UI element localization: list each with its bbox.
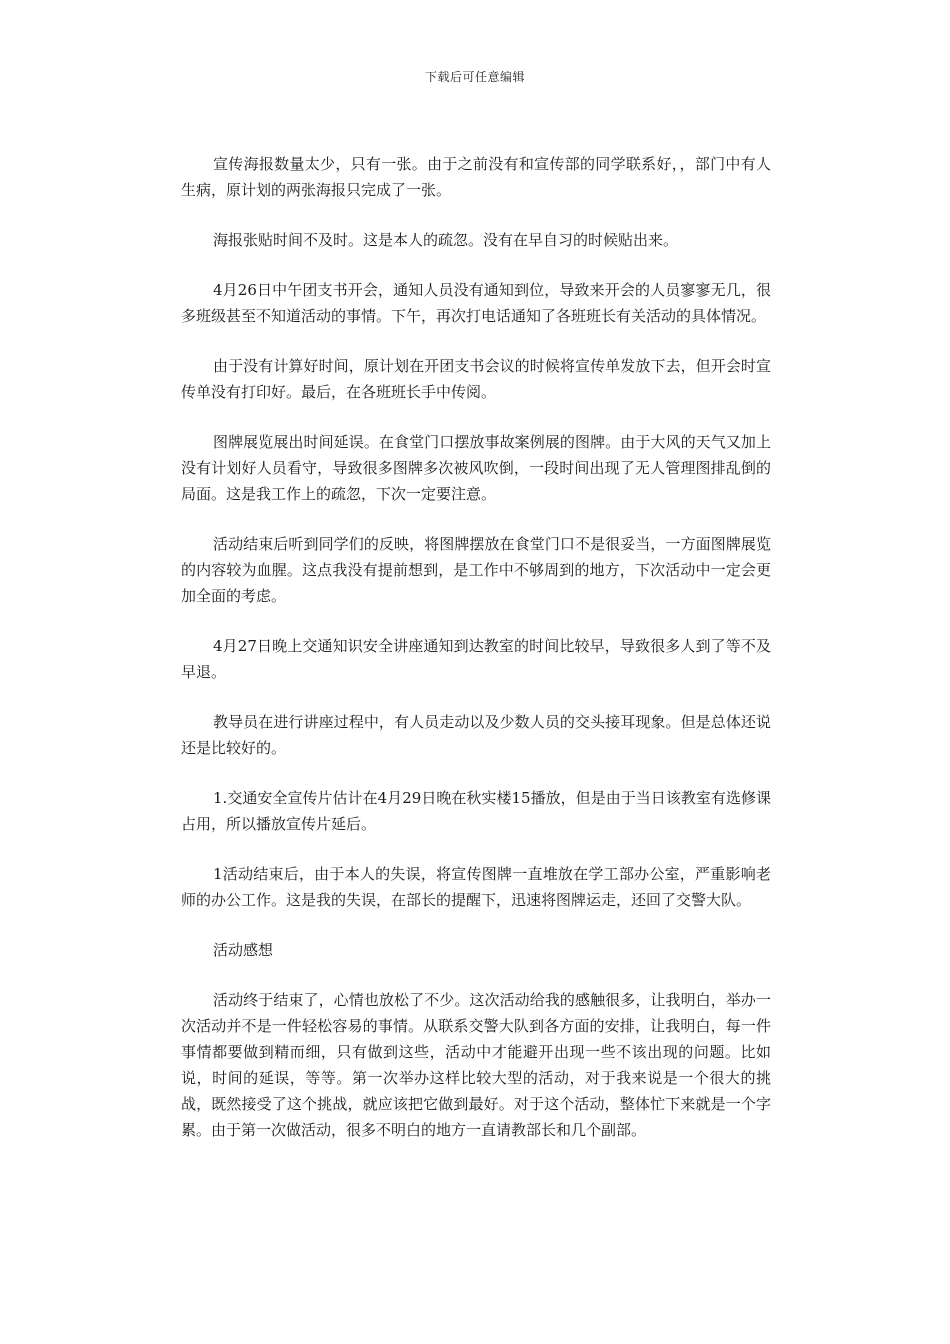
paragraph-poster-timing: 海报张贴时间不及时。这是本人的疏忽。没有在早自习的时候贴出来。 [213, 231, 679, 249]
paragraph-poster-count: 宣传海报数量太少，只有一张。由于之前没有和宣传部的同学联系好，，部门中有人生病，原计划的两张海报只完成了一张。 [181, 155, 771, 199]
paragraph-lecture-notice: 4月27日晚上交通知识安全讲座通知到达教室的时间比较早，导致很多人到了等不及早退。 [181, 637, 771, 681]
download-note: 下载后可任意编辑 [424, 70, 525, 84]
paragraph-board-storage: 1活动结束后，由于本人的失误，将宣传图牌一直堆放在学工部办公室，严重影响老师的办公工作。这是我的失误，在部长的提醒下，迅速将图牌运走，还回了交警大队。 [181, 865, 771, 909]
section-heading-reflection: 活动感想 [213, 941, 274, 959]
paragraph-lecture-discipline: 教导员在进行讲座过程中，有人员走动以及少数人员的交头接耳现象。但是总体还说还是比较好的。 [181, 713, 771, 757]
paragraph-video-delay: 1.交通安全宣传片估计在4月29日晚在秋实楼15播放，但是由于当日该教室有选修课占用，所以播放宣传片延后。 [181, 789, 771, 833]
paragraph-reflection: 活动终于结束了，心情也放松了不少。这次活动给我的感触很多，让我明白，举办一次活动并不是一件轻松容易的事情。从联系交警大队到各方面的安排，让我明白，每一件事情都要做到精而细，只有做到这些，活动中才能避开出现一些不该出现的问题。比如说，时间的延误，等等。第一次举办这样比较大型的活动，对于我来说是一个很大的挑战，既然接受了这个挑战，就应该把它做到最好。对于这个活动，整体忙下来就是一个字累。由于第一次做活动，很多不明白的地方一直请教部长和几个副部。 [181, 991, 771, 1139]
paragraph-exhibit-delay: 图牌展览展出时间延误。在食堂门口摆放事故案例展的图牌。由于大风的天气又加上没有计划好人员看守，导致很多图牌多次被风吹倒，一段时间出现了无人管理图排乱倒的局面。这是我工作上的疏忽，下次一定要注意。 [181, 433, 771, 503]
paragraph-flyer-printing: 由于没有计算好时间，原计划在开团支书会议的时候将宣传单发放下去，但开会时宣传单没有打印好。最后，在各班班长手中传阅。 [181, 357, 771, 401]
paragraph-meeting-notice: 4月26日中午团支书开会，通知人员没有通知到位，导致来开会的人员寥寥无几，很多班级甚至不知道活动的事情。下午，再次打电话通知了各班班长有关活动的具体情况。 [181, 281, 771, 325]
paragraph-feedback: 活动结束后听到同学们的反映，将图牌摆放在食堂门口不是很妥当，一方面图牌展览的内容较为血腥。这点我没有提前想到，是工作中不够周到的地方，下次活动中一定会更加全面的考虑。 [181, 535, 771, 605]
document-body [181, 151, 771, 1167]
